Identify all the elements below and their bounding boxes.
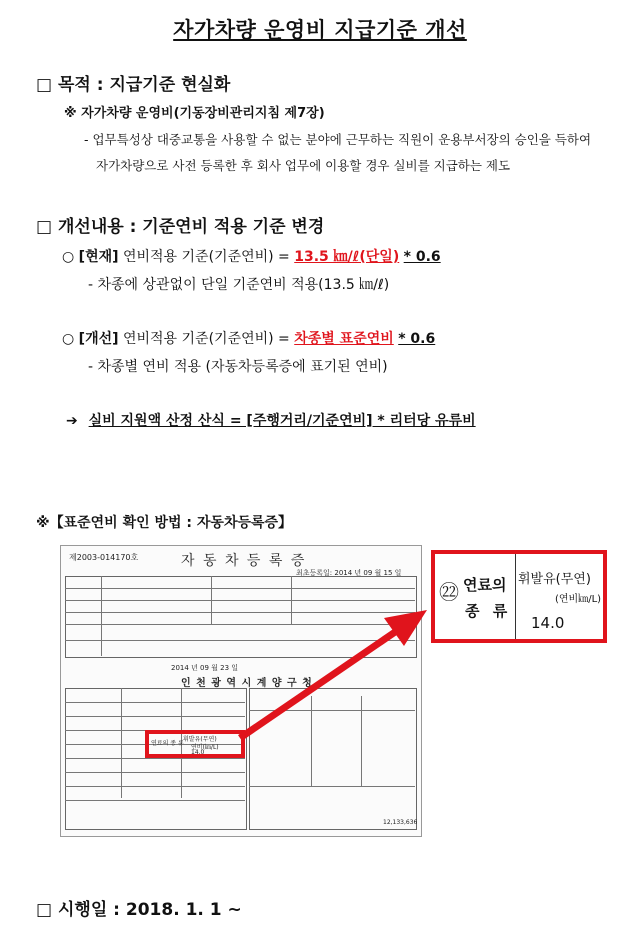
improved-label: [개선] [78,331,119,347]
zoom-label-bottom: 종 류 [465,602,512,620]
purpose-note: ※ 자가차량 운영비(기동장비관리지침 제7장) [64,106,325,121]
doc-footer-date: 2014 년 09 월 23 일 [171,664,239,672]
purpose-desc-line2: 자가차량으로 사전 등록한 후 회사 업무에 이용할 경우 실비를 지급하는 제도 [96,158,511,173]
improved-detail: - 차종별 연비 적용 (자동차등록증에 표기된 연비) [88,359,388,375]
section-improvement-heading: □ 개선내용 : 기준연비 적용 기준 변경 [36,217,325,237]
arrow-icon: ➔ [66,413,78,429]
purpose-desc-line1: - 업무특성상 대중교통을 사용할 수 없는 분야에 근무하는 직원이 운용부서장의 승인을 득하여 [84,132,592,147]
doc-efficiency-label: 연비(㎞/L) [191,744,219,751]
zoom-value: 14.0 [531,614,565,632]
doc-fuel-label: 연료의 종 류 [151,740,184,747]
doc-fuel-value: 휘발유(무연) [183,736,217,743]
section-verification-heading: ※【표준연비 확인 방법 : 자동차등록증】 [36,515,293,531]
doc-date-line: 최초등록일: 2014 년 09 월 15 일 [296,569,402,577]
current-highlight: 13.5 ㎞/ℓ(단일) [294,249,400,265]
page-title: 자가차량 운영비 지급기준 개선 [173,18,467,42]
zoom-unit: (연비㎞/L) [555,594,602,605]
zoom-fuel: 휘발유(무연) [518,572,591,587]
zoom-label-top: 연료의 [463,576,507,594]
improved-text: 연비적용 기준(기준연비) = [122,331,290,347]
formula-text: 실비 지원액 산정 산식 = [주행거리/기준연비] * 리터당 유류비 [88,413,476,429]
section-effective-date: □ 시행일 : 2018. 1. 1 ~ [36,900,242,920]
current-suffix: * 0.6 [403,249,441,265]
section-purpose-heading: □ 목적 : 지급기준 현실화 [36,75,231,95]
current-detail: - 차종에 상관없이 단일 기준연비 적용(13.5 ㎞/ℓ) [88,277,390,293]
doc-issuer: 인 천 광 역 시 계 양 구 청 [181,678,313,689]
doc-efficiency-value: 14.0 [191,749,205,756]
doc-number: 제2003-014170호 [69,553,139,562]
improved-highlight: 차종별 표준연비 [294,331,394,347]
current-label: [현재] [78,249,119,265]
current-text: 연비적용 기준(기준연비) = [122,249,290,265]
doc-total: 12,133,636 [383,819,418,826]
fuel-field-zoom [431,550,607,643]
improved-bullet: ○ [62,331,75,347]
zoom-circle-number: ㉒ [439,580,459,604]
improved-suffix: * 0.6 [398,331,436,347]
current-bullet: ○ [62,249,75,265]
doc-title: 자 동 차 등 록 증 [181,553,307,569]
